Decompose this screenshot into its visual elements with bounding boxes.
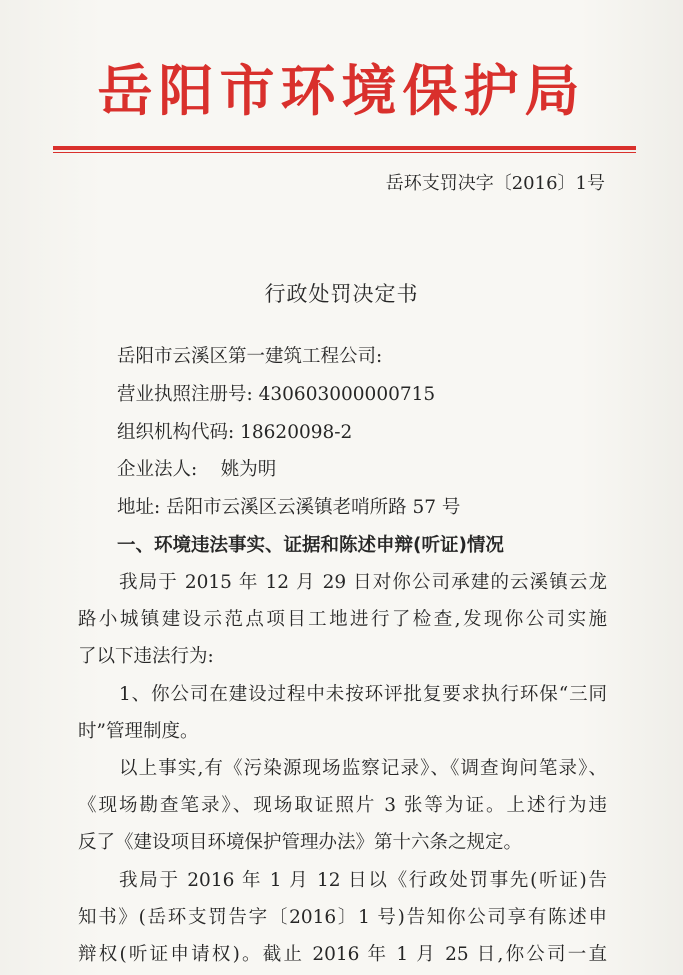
list-item-line: 1、你公司在建设过程中未按环评批复要求执行环保“三同 bbox=[119, 684, 607, 705]
paragraph-line: 辩权(听证申请权)。截止 2016 年 1 月 25 日,你公司一直 bbox=[78, 944, 607, 965]
party-name: 岳阳市云溪区第一建筑工程公司: bbox=[117, 346, 383, 367]
party-legal-rep: 企业法人: 姚为明 bbox=[117, 459, 277, 480]
paragraph-line: 以上事实,有《污染源现场监察记录》、《调查询问笔录》、 bbox=[119, 758, 607, 779]
letterhead-rule-thick bbox=[53, 146, 636, 150]
paragraph-line: 路小城镇建设示范点项目工地进行了检查,发现你公司实施 bbox=[78, 609, 607, 630]
paragraph-line: 我局于 2016 年 1 月 12 日以《行政处罚事先(听证)告 bbox=[119, 870, 607, 891]
section-heading: 一、环境违法事实、证据和陈述申辩(听证)情况 bbox=[117, 535, 504, 556]
document-number: 岳环支罚决字〔2016〕1号 bbox=[385, 173, 605, 194]
letterhead-rule-thin bbox=[53, 152, 636, 153]
agency-letterhead: 岳阳市环境保护局 bbox=[97, 59, 586, 123]
party-org-code: 组织机构代码: 18620098-2 bbox=[117, 422, 353, 443]
paragraph-line: 知书》(岳环支罚告字〔2016〕1 号)告知你公司享有陈述申 bbox=[78, 907, 607, 928]
party-license: 营业执照注册号: 430603000000715 bbox=[117, 384, 436, 405]
paragraph-line: 《现场勘查笔录》、现场取证照片 3 张等为证。上述行为违 bbox=[78, 795, 607, 816]
paragraph-line: 我局于 2015 年 12 月 29 日对你公司承建的云溪镇云龙 bbox=[119, 572, 607, 593]
paragraph-line: 反了《建设项目环境保护管理办法》第十六条之规定。 bbox=[78, 832, 523, 853]
paragraph-line: 了以下违法行为: bbox=[78, 646, 214, 667]
document-title: 行政处罚决定书 bbox=[264, 282, 419, 306]
party-address: 地址: 岳阳市云溪区云溪镇老哨所路 57 号 bbox=[117, 497, 461, 518]
list-item-line: 时”管理制度。 bbox=[78, 721, 199, 742]
